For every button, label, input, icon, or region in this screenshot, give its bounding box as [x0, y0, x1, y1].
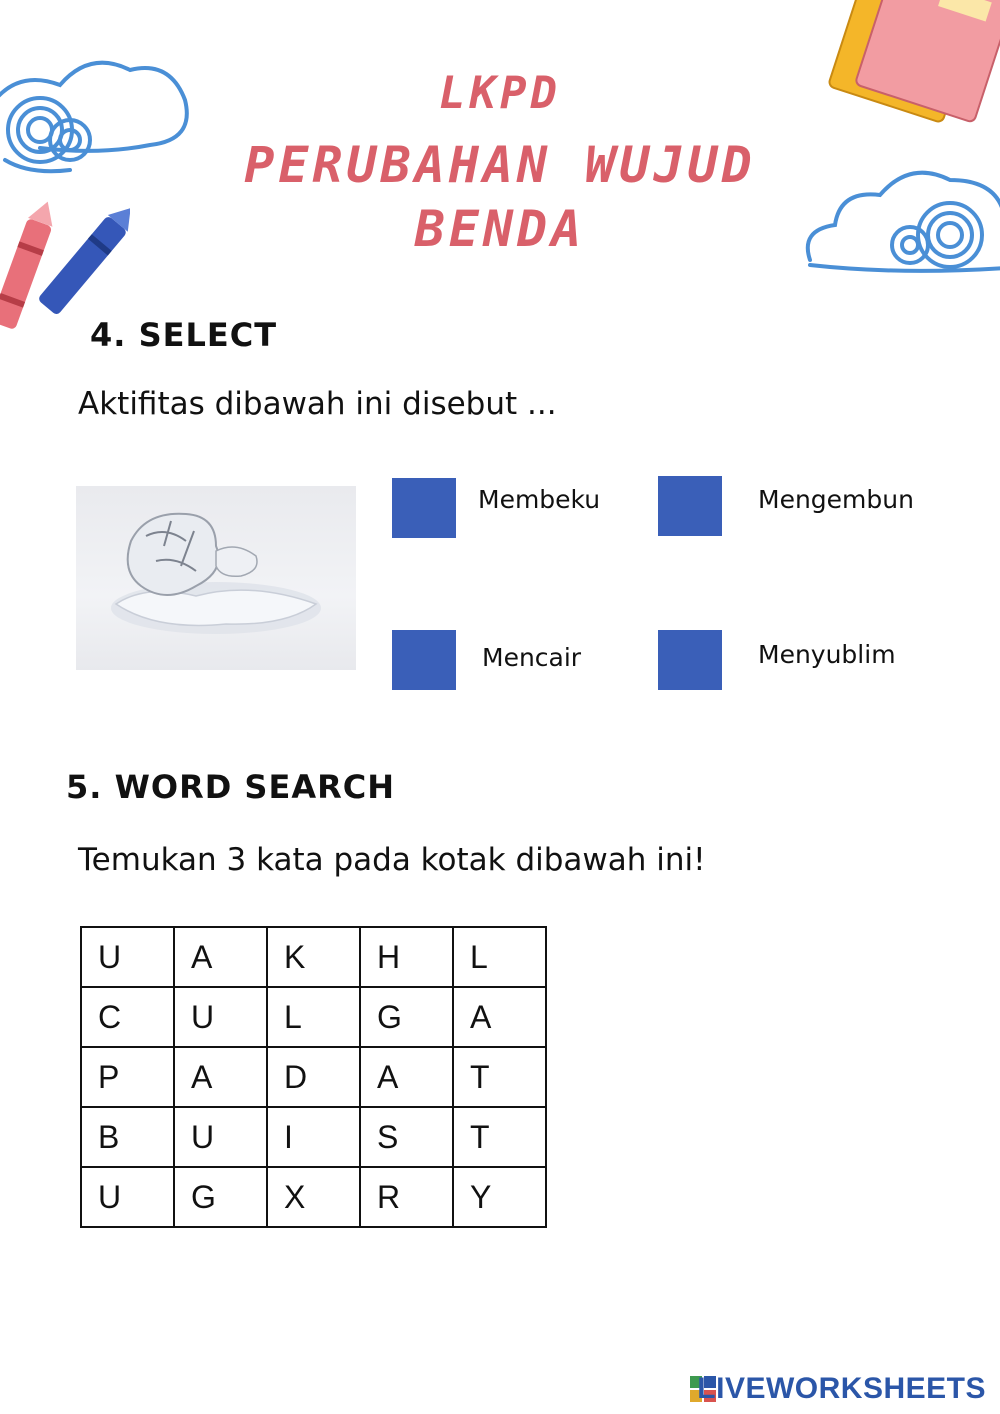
grid-row	[81, 927, 546, 987]
title-line-1: LKPD	[439, 68, 561, 119]
word-search-grid	[80, 926, 547, 1228]
checkbox-membeku[interactable]	[392, 478, 456, 538]
grid-cell[interactable]: X	[267, 1167, 360, 1227]
grid-cell[interactable]: T	[453, 1107, 546, 1167]
grid-cell[interactable]: S	[360, 1107, 453, 1167]
grid-cell[interactable]: U	[81, 927, 174, 987]
option-label-mengembun: Mengembun	[758, 485, 914, 514]
option-label-menyublim: Menyublim	[758, 640, 896, 669]
grid-row	[81, 1047, 546, 1107]
grid-cell[interactable]: L	[453, 927, 546, 987]
option-label-mencair: Mencair	[482, 643, 582, 672]
grid-row	[81, 987, 546, 1047]
option-label-membeku: Membeku	[478, 485, 601, 514]
melting-ice-image	[76, 486, 356, 670]
grid-cell[interactable]: U	[81, 1167, 174, 1227]
grid-row	[81, 1107, 546, 1167]
grid-cell[interactable]: A	[174, 927, 267, 987]
section-4-question: Aktifitas dibawah ini disebut ...	[78, 386, 557, 422]
melting-ice-icon	[76, 486, 356, 670]
grid-cell[interactable]: A	[453, 987, 546, 1047]
grid-cell[interactable]: U	[174, 1107, 267, 1167]
grid-cell[interactable]: D	[267, 1047, 360, 1107]
grid-cell[interactable]: A	[360, 1047, 453, 1107]
grid-cell[interactable]: R	[360, 1167, 453, 1227]
section-4-heading: 4. SELECT	[90, 316, 278, 354]
grid-cell[interactable]: P	[81, 1047, 174, 1107]
checkbox-mencair[interactable]	[392, 630, 456, 690]
grid-cell[interactable]: G	[360, 987, 453, 1047]
grid-cell[interactable]: L	[267, 987, 360, 1047]
grid-cell[interactable]: I	[267, 1107, 360, 1167]
section-5-heading: 5. WORD SEARCH	[66, 768, 395, 806]
title-line-3: BENDA	[414, 200, 586, 258]
checkbox-menyublim[interactable]	[658, 630, 722, 690]
grid-cell[interactable]: Y	[453, 1167, 546, 1227]
grid-cell[interactable]: K	[267, 927, 360, 987]
grid-cell[interactable]: U	[174, 987, 267, 1047]
grid-cell[interactable]: G	[174, 1167, 267, 1227]
checkbox-mengembun[interactable]	[658, 476, 722, 536]
grid-cell[interactable]: A	[174, 1047, 267, 1107]
grid-cell[interactable]: B	[81, 1107, 174, 1167]
section-5-instruction: Temukan 3 kata pada kotak dibawah ini!	[78, 842, 706, 878]
grid-cell[interactable]: C	[81, 987, 174, 1047]
liveworksheets-brand: LIVEWORKSHEETS	[697, 1372, 986, 1405]
grid-row	[81, 1167, 546, 1227]
grid-cell[interactable]: T	[453, 1047, 546, 1107]
grid-cell[interactable]: H	[360, 927, 453, 987]
title-line-2: PERUBAHAN WUJUD	[244, 136, 756, 194]
